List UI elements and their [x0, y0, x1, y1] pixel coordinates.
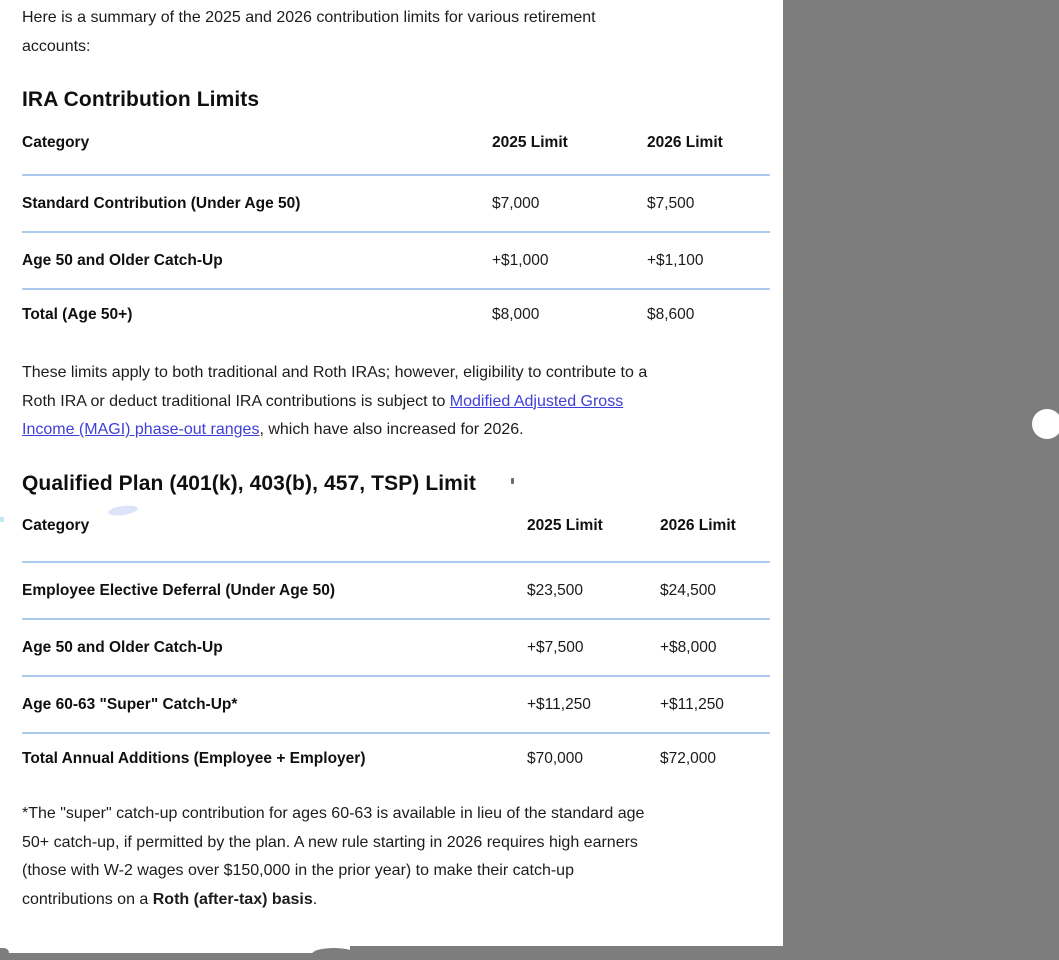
magi-line-text: Roth IRA or deduct traditional IRA contributions is subject to — [22, 392, 450, 410]
intro-paragraph — [22, 4, 762, 61]
column-header-category: Category — [22, 517, 90, 534]
row-2025-value: $70,000 — [527, 750, 584, 767]
column-header-2026-limit: 2026 Limit — [647, 134, 723, 151]
intro-line: accounts: — [22, 37, 91, 55]
row-2025-value: +$7,500 — [527, 638, 584, 656]
row-2025-value: +$11,250 — [527, 695, 591, 713]
table-row — [22, 233, 770, 290]
footnote-line: 50+ catch-up, if permitted by the plan. A new rule starting in 2026 requires high earners — [22, 833, 638, 851]
qualified-plan-table — [22, 512, 770, 784]
table-row — [22, 620, 770, 677]
gray-left-edge — [0, 948, 9, 956]
row-category: Total (Age 50+) — [22, 306, 133, 323]
row-2026-value: +$1,100 — [647, 251, 704, 269]
qualified-table-header-row — [22, 512, 770, 563]
row-2025-value: $23,500 — [527, 581, 584, 599]
qualified-plan-heading: Qualified Plan (401(k), 403(b), 457, TSP) Limit — [22, 472, 476, 495]
table-row — [22, 290, 770, 340]
ira-heading: IRA Contribution Limits — [22, 88, 260, 111]
row-2025-value: $8,000 — [492, 306, 540, 323]
row-2026-value: $7,500 — [647, 194, 695, 212]
magi-line: These limits apply to both traditional and Roth IRAs; however, eligibility to contribute to a — [22, 364, 648, 381]
row-category: Employee Elective Deferral (Under Age 50) — [22, 581, 335, 599]
row-2026-value: $24,500 — [660, 581, 717, 599]
footnote-line-text: . — [312, 890, 318, 908]
white-circle-marker — [1032, 409, 1059, 439]
footnote-line-text: contributions on a — [22, 890, 153, 908]
magi-link[interactable]: Modified Adjusted Gross — [449, 392, 624, 410]
row-2025-value: +$1,000 — [492, 251, 549, 269]
footnote-paragraph — [22, 800, 774, 914]
row-2026-value: +$8,000 — [660, 638, 717, 656]
ira-table — [22, 132, 770, 340]
ira-table-header-row — [22, 132, 770, 176]
footnote-line: (those with W-2 wages over $150,000 in the prior year) to make their catch-up — [22, 862, 574, 879]
table-row — [22, 563, 770, 620]
row-category: Age 50 and Older Catch-Up — [22, 638, 223, 656]
bottom-gray-strip — [0, 953, 352, 960]
erased-letter-artifact — [511, 478, 514, 484]
intro-line: Here is a summary of the 2025 and 2026 contribution limits for various retirement — [22, 9, 596, 26]
row-2026-value: $8,600 — [647, 306, 695, 323]
row-category: Age 50 and Older Catch-Up — [22, 251, 223, 269]
row-category: Standard Contribution (Under Age 50) — [22, 194, 301, 212]
table-row — [22, 677, 770, 734]
footnote-line — [22, 886, 774, 915]
magi-line — [22, 388, 774, 417]
dot-artifact — [0, 517, 4, 522]
column-header-2025-limit: 2025 Limit — [527, 517, 603, 534]
column-header-2026-limit: 2026 Limit — [660, 517, 736, 534]
footnote-bold-text: Roth (after-tax) basis — [152, 890, 313, 908]
gray-wave-bump — [312, 948, 356, 954]
column-header-2025-limit: 2025 Limit — [492, 134, 568, 151]
row-category: Age 60-63 "Super" Catch-Up* — [22, 695, 238, 713]
table-row — [22, 734, 770, 784]
row-category: Total Annual Additions (Employee + Employer) — [22, 750, 366, 767]
magi-link[interactable]: Income (MAGI) phase-out ranges — [22, 421, 260, 438]
magi-paragraph — [22, 359, 774, 445]
row-2026-value: $72,000 — [660, 750, 717, 767]
magi-line — [22, 416, 774, 445]
magi-line-text: , which have also increased for 2026. — [259, 421, 524, 438]
column-header-category: Category — [22, 134, 90, 151]
table-row — [22, 176, 770, 233]
row-2026-value: +$11,250 — [660, 695, 724, 713]
footnote-line: *The "super" catch-up contribution for ages 60-63 is available in lieu of the standard age — [22, 805, 645, 822]
row-2025-value: $7,000 — [492, 194, 540, 212]
bottom-gray-band — [350, 946, 1059, 960]
